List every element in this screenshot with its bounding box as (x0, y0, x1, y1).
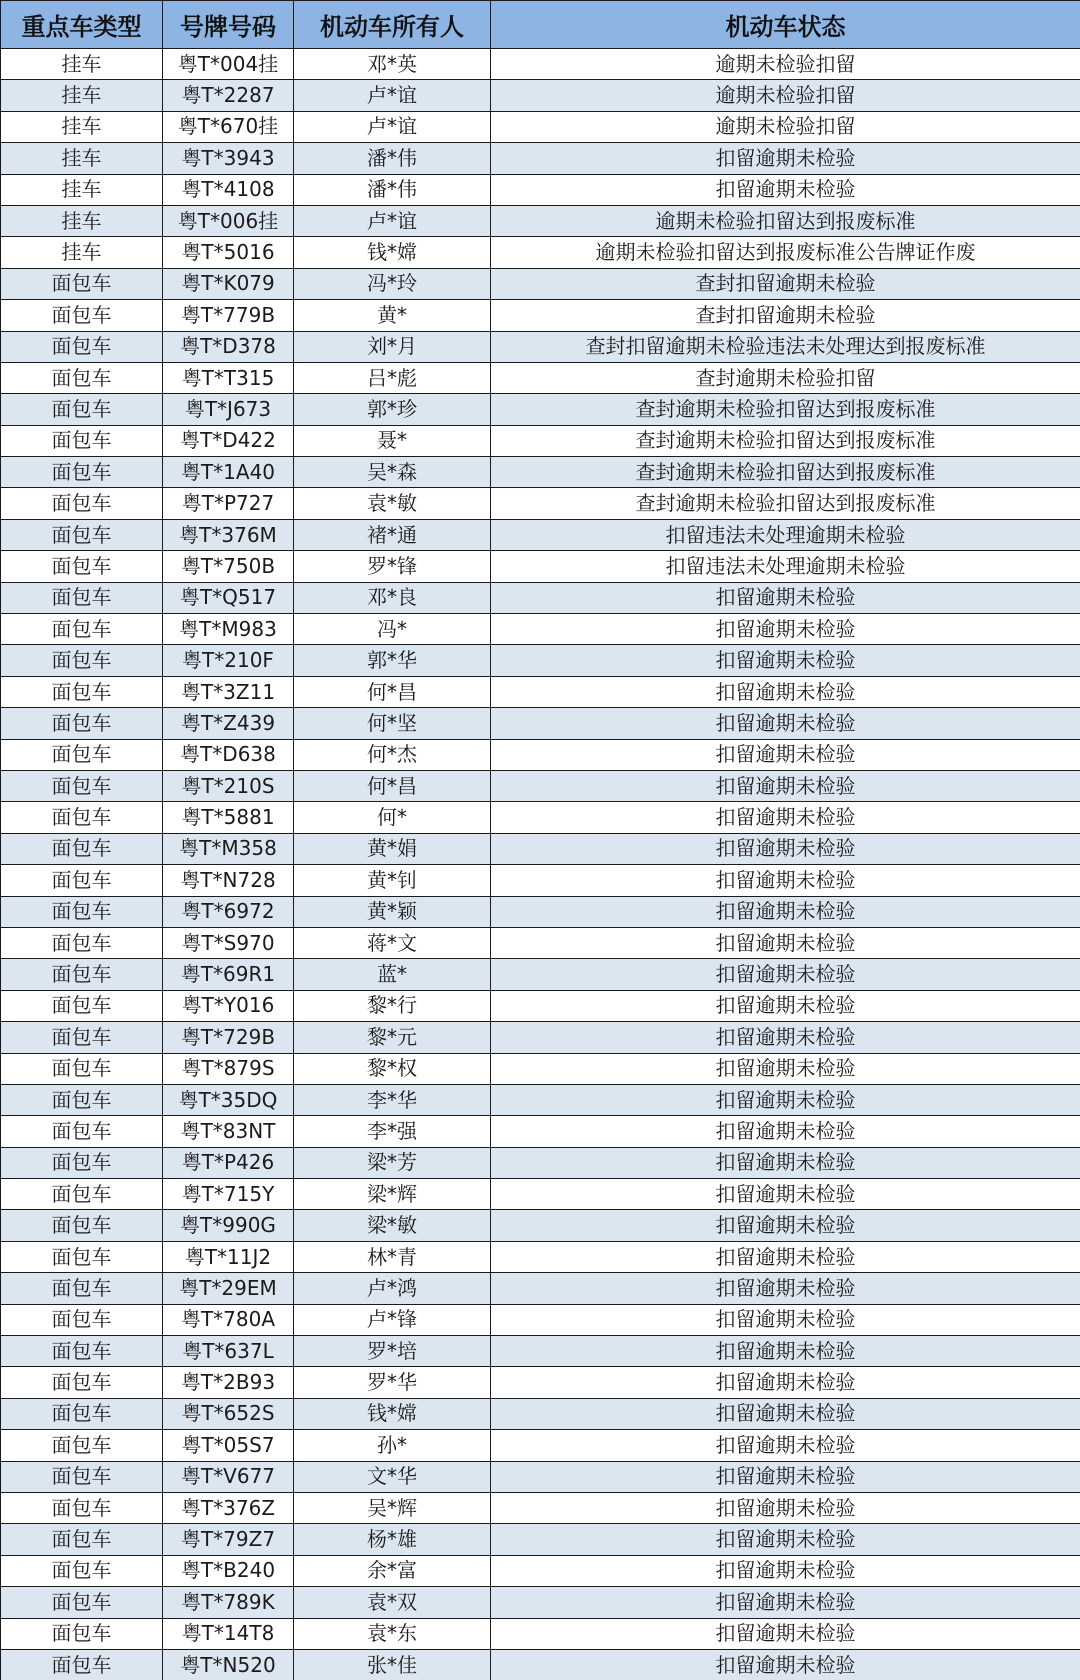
cell-vehicle-type: 面包车 (1, 1053, 163, 1084)
cell-plate-number: 粤T*715Y (163, 1179, 294, 1210)
cell-vehicle-type: 面包车 (1, 1618, 163, 1649)
cell-owner: 卢*鸿 (294, 1273, 491, 1304)
cell-vehicle-type: 面包车 (1, 896, 163, 927)
cell-plate-number: 粤T*3Z11 (163, 676, 294, 707)
cell-vehicle-type: 面包车 (1, 1179, 163, 1210)
cell-owner: 何*昌 (294, 676, 491, 707)
cell-owner: 冯*玲 (294, 268, 491, 299)
cell-vehicle-type: 面包车 (1, 1084, 163, 1115)
cell-vehicle-type: 面包车 (1, 1398, 163, 1429)
cell-vehicle-type: 挂车 (1, 111, 163, 142)
cell-owner: 邓*良 (294, 582, 491, 613)
cell-status: 查封扣留逾期未检验 (491, 300, 1080, 331)
cell-vehicle-type: 面包车 (1, 425, 163, 456)
cell-owner: 林*青 (294, 1241, 491, 1272)
cell-status: 扣留逾期未检验 (491, 1430, 1080, 1461)
cell-plate-number: 粤T*879S (163, 1053, 294, 1084)
cell-vehicle-type: 面包车 (1, 614, 163, 645)
cell-vehicle-type: 面包车 (1, 1524, 163, 1555)
cell-owner: 袁*东 (294, 1618, 491, 1649)
cell-plate-number: 粤T*2B93 (163, 1367, 294, 1398)
table-row (1, 457, 1080, 488)
cell-vehicle-type: 面包车 (1, 362, 163, 393)
table-row (1, 111, 1080, 142)
table-row (1, 300, 1080, 331)
cell-status: 扣留逾期未检验 (491, 1587, 1080, 1618)
cell-vehicle-type: 面包车 (1, 519, 163, 550)
cell-owner: 蓝* (294, 959, 491, 990)
cell-owner: 余*富 (294, 1555, 491, 1586)
table-row (1, 1084, 1080, 1115)
cell-vehicle-type: 面包车 (1, 1367, 163, 1398)
cell-vehicle-type: 面包车 (1, 990, 163, 1021)
table-row (1, 676, 1080, 707)
table-row (1, 833, 1080, 864)
cell-owner: 何*坚 (294, 708, 491, 739)
cell-vehicle-type: 面包车 (1, 1116, 163, 1147)
cell-owner: 梁*辉 (294, 1179, 491, 1210)
cell-plate-number: 粤T*376M (163, 519, 294, 550)
cell-status: 扣留逾期未检验 (491, 1147, 1080, 1178)
cell-vehicle-type: 面包车 (1, 770, 163, 801)
table-row (1, 425, 1080, 456)
table-row (1, 1179, 1080, 1210)
cell-owner: 黎*行 (294, 990, 491, 1021)
cell-status: 扣留逾期未检验 (491, 739, 1080, 770)
cell-plate-number: 粤T*670挂 (163, 111, 294, 142)
table-row (1, 739, 1080, 770)
cell-vehicle-type: 挂车 (1, 49, 163, 80)
cell-plate-number: 粤T*T315 (163, 362, 294, 393)
cell-status: 逾期未检验扣留 (491, 111, 1080, 142)
table-row (1, 770, 1080, 801)
cell-plate-number: 粤T*4108 (163, 174, 294, 205)
cell-status: 扣留逾期未检验 (491, 1304, 1080, 1335)
cell-vehicle-type: 面包车 (1, 833, 163, 864)
table-row (1, 551, 1080, 582)
cell-status: 扣留逾期未检验 (491, 927, 1080, 958)
table-row (1, 1618, 1080, 1649)
cell-owner: 李*华 (294, 1084, 491, 1115)
table-row (1, 143, 1080, 174)
cell-vehicle-type: 面包车 (1, 268, 163, 299)
cell-plate-number: 粤T*789K (163, 1587, 294, 1618)
cell-owner: 吕*彪 (294, 362, 491, 393)
cell-status: 扣留逾期未检验 (491, 1053, 1080, 1084)
cell-vehicle-type: 面包车 (1, 394, 163, 425)
cell-vehicle-type: 面包车 (1, 1210, 163, 1241)
table-body (1, 49, 1080, 1680)
cell-status: 扣留逾期未检验 (491, 1555, 1080, 1586)
cell-plate-number: 粤T*V677 (163, 1461, 294, 1492)
cell-status: 扣留逾期未检验 (491, 614, 1080, 645)
cell-status: 扣留逾期未检验 (491, 1179, 1080, 1210)
cell-plate-number: 粤T*69R1 (163, 959, 294, 990)
cell-status: 扣留逾期未检验 (491, 1116, 1080, 1147)
cell-status: 扣留逾期未检验 (491, 959, 1080, 990)
cell-status: 扣留逾期未检验 (491, 1273, 1080, 1304)
cell-owner: 罗*锋 (294, 551, 491, 582)
cell-status: 扣留违法未处理逾期未检验 (491, 551, 1080, 582)
cell-status: 扣留逾期未检验 (491, 865, 1080, 896)
table-row (1, 1304, 1080, 1335)
cell-status: 扣留逾期未检验 (491, 1367, 1080, 1398)
table-row (1, 1273, 1080, 1304)
table-row (1, 990, 1080, 1021)
cell-plate-number: 粤T*780A (163, 1304, 294, 1335)
cell-status: 查封逾期未检验扣留 (491, 362, 1080, 393)
cell-plate-number: 粤T*750B (163, 551, 294, 582)
cell-plate-number: 粤T*5881 (163, 802, 294, 833)
cell-status: 扣留逾期未检验 (491, 174, 1080, 205)
cell-plate-number: 粤T*B240 (163, 1555, 294, 1586)
cell-vehicle-type: 面包车 (1, 802, 163, 833)
cell-vehicle-type: 面包车 (1, 331, 163, 362)
cell-owner: 袁*双 (294, 1587, 491, 1618)
cell-owner: 刘*月 (294, 331, 491, 362)
cell-vehicle-type: 面包车 (1, 582, 163, 613)
cell-owner: 聂* (294, 425, 491, 456)
cell-plate-number: 粤T*5016 (163, 237, 294, 268)
cell-owner: 邓*英 (294, 49, 491, 80)
cell-status: 逾期未检验扣留 (491, 49, 1080, 80)
cell-status: 查封逾期未检验扣留达到报废标准 (491, 457, 1080, 488)
cell-plate-number: 粤T*652S (163, 1398, 294, 1429)
cell-status: 扣留逾期未检验 (491, 1336, 1080, 1367)
cell-status: 扣留逾期未检验 (491, 1084, 1080, 1115)
cell-plate-number: 粤T*3943 (163, 143, 294, 174)
cell-plate-number: 粤T*006挂 (163, 205, 294, 236)
cell-plate-number: 粤T*004挂 (163, 49, 294, 80)
cell-owner: 钱*嫦 (294, 237, 491, 268)
cell-vehicle-type: 面包车 (1, 1304, 163, 1335)
cell-vehicle-type: 面包车 (1, 1492, 163, 1523)
table-row (1, 174, 1080, 205)
cell-owner: 吴*辉 (294, 1492, 491, 1523)
table-row (1, 582, 1080, 613)
cell-plate-number: 粤T*P426 (163, 1147, 294, 1178)
table-row (1, 1210, 1080, 1241)
cell-status: 扣留逾期未检验 (491, 1461, 1080, 1492)
cell-status: 扣留违法未处理逾期未检验 (491, 519, 1080, 550)
cell-plate-number: 粤T*637L (163, 1336, 294, 1367)
cell-plate-number: 粤T*729B (163, 1022, 294, 1053)
cell-plate-number: 粤T*14T8 (163, 1618, 294, 1649)
cell-owner: 卢*谊 (294, 80, 491, 111)
cell-plate-number: 粤T*79Z7 (163, 1524, 294, 1555)
cell-owner: 文*华 (294, 1461, 491, 1492)
cell-status: 扣留逾期未检验 (491, 802, 1080, 833)
cell-owner: 孙* (294, 1430, 491, 1461)
table-row (1, 1524, 1080, 1555)
cell-status: 逾期未检验扣留达到报废标准公告牌证作废 (491, 237, 1080, 268)
table-row (1, 1147, 1080, 1178)
cell-owner: 张*佳 (294, 1649, 491, 1680)
cell-vehicle-type: 面包车 (1, 551, 163, 582)
cell-status: 扣留逾期未检验 (491, 1022, 1080, 1053)
table-row (1, 802, 1080, 833)
cell-vehicle-type: 面包车 (1, 1587, 163, 1618)
cell-status: 扣留逾期未检验 (491, 1618, 1080, 1649)
cell-status: 扣留逾期未检验 (491, 1210, 1080, 1241)
cell-vehicle-type: 挂车 (1, 143, 163, 174)
cell-status: 扣留逾期未检验 (491, 1492, 1080, 1523)
header-status: 机动车状态 (491, 1, 1080, 49)
cell-owner: 杨*雄 (294, 1524, 491, 1555)
table-row (1, 959, 1080, 990)
cell-owner: 潘*伟 (294, 174, 491, 205)
table-row (1, 1367, 1080, 1398)
cell-vehicle-type: 挂车 (1, 205, 163, 236)
cell-plate-number: 粤T*210S (163, 770, 294, 801)
table-row (1, 49, 1080, 80)
table-row (1, 1649, 1080, 1680)
cell-status: 逾期未检验扣留达到报废标准 (491, 205, 1080, 236)
cell-status: 扣留逾期未检验 (491, 1524, 1080, 1555)
header-plate-number: 号牌号码 (163, 1, 294, 49)
table-row (1, 1587, 1080, 1618)
cell-plate-number: 粤T*N520 (163, 1649, 294, 1680)
header-vehicle-type: 重点车类型 (1, 1, 163, 49)
table-row (1, 205, 1080, 236)
cell-plate-number: 粤T*M358 (163, 833, 294, 864)
cell-plate-number: 粤T*D422 (163, 425, 294, 456)
cell-status: 逾期未检验扣留 (491, 80, 1080, 111)
table-row (1, 394, 1080, 425)
table-row (1, 268, 1080, 299)
cell-status: 扣留逾期未检验 (491, 708, 1080, 739)
table-row (1, 1461, 1080, 1492)
table-row (1, 1492, 1080, 1523)
cell-vehicle-type: 面包车 (1, 1147, 163, 1178)
cell-plate-number: 粤T*2287 (163, 80, 294, 111)
cell-vehicle-type: 面包车 (1, 1336, 163, 1367)
cell-vehicle-type: 挂车 (1, 80, 163, 111)
cell-owner: 吴*森 (294, 457, 491, 488)
cell-plate-number: 粤T*Q517 (163, 582, 294, 613)
cell-vehicle-type: 面包车 (1, 1461, 163, 1492)
cell-plate-number: 粤T*P727 (163, 488, 294, 519)
cell-plate-number: 粤T*M983 (163, 614, 294, 645)
table-header (1, 1, 1080, 49)
cell-plate-number: 粤T*210F (163, 645, 294, 676)
cell-plate-number: 粤T*376Z (163, 1492, 294, 1523)
table-row (1, 708, 1080, 739)
cell-plate-number: 粤T*J673 (163, 394, 294, 425)
cell-plate-number: 粤T*83NT (163, 1116, 294, 1147)
cell-plate-number: 粤T*1A40 (163, 457, 294, 488)
cell-owner: 何*杰 (294, 739, 491, 770)
cell-plate-number: 粤T*Y016 (163, 990, 294, 1021)
cell-owner: 黄* (294, 300, 491, 331)
table-row (1, 1555, 1080, 1586)
table-row (1, 1336, 1080, 1367)
cell-vehicle-type: 挂车 (1, 174, 163, 205)
table-row (1, 1053, 1080, 1084)
cell-owner: 梁*敏 (294, 1210, 491, 1241)
cell-vehicle-type: 面包车 (1, 488, 163, 519)
cell-owner: 卢*锋 (294, 1304, 491, 1335)
cell-vehicle-type: 面包车 (1, 300, 163, 331)
table-row (1, 896, 1080, 927)
cell-status: 扣留逾期未检验 (491, 1649, 1080, 1680)
table-row (1, 519, 1080, 550)
cell-vehicle-type: 面包车 (1, 959, 163, 990)
cell-owner: 卢*谊 (294, 111, 491, 142)
cell-vehicle-type: 面包车 (1, 865, 163, 896)
cell-vehicle-type: 面包车 (1, 1555, 163, 1586)
cell-owner: 黎*权 (294, 1053, 491, 1084)
cell-vehicle-type: 面包车 (1, 676, 163, 707)
cell-status: 扣留逾期未检验 (491, 582, 1080, 613)
cell-status: 扣留逾期未检验 (491, 990, 1080, 1021)
cell-status: 查封逾期未检验扣留达到报废标准 (491, 488, 1080, 519)
cell-vehicle-type: 面包车 (1, 1022, 163, 1053)
cell-vehicle-type: 面包车 (1, 1241, 163, 1272)
header-row (1, 1, 1080, 49)
cell-plate-number: 粤T*05S7 (163, 1430, 294, 1461)
cell-plate-number: 粤T*N728 (163, 865, 294, 896)
table-row (1, 237, 1080, 268)
table-row (1, 614, 1080, 645)
table-row (1, 362, 1080, 393)
cell-status: 查封逾期未检验扣留达到报废标准 (491, 394, 1080, 425)
cell-status: 扣留逾期未检验 (491, 1398, 1080, 1429)
cell-plate-number: 粤T*D378 (163, 331, 294, 362)
cell-owner: 梁*芳 (294, 1147, 491, 1178)
cell-plate-number: 粤T*990G (163, 1210, 294, 1241)
table-row (1, 927, 1080, 958)
cell-owner: 冯* (294, 614, 491, 645)
cell-status: 扣留逾期未检验 (491, 1241, 1080, 1272)
cell-status: 扣留逾期未检验 (491, 676, 1080, 707)
cell-owner: 何*昌 (294, 770, 491, 801)
table-row (1, 80, 1080, 111)
cell-plate-number: 粤T*11J2 (163, 1241, 294, 1272)
cell-status: 扣留逾期未检验 (491, 645, 1080, 676)
cell-owner: 卢*谊 (294, 205, 491, 236)
cell-vehicle-type: 面包车 (1, 708, 163, 739)
cell-owner: 罗*华 (294, 1367, 491, 1398)
cell-status: 扣留逾期未检验 (491, 896, 1080, 927)
cell-owner: 黄*钊 (294, 865, 491, 896)
cell-vehicle-type: 面包车 (1, 739, 163, 770)
cell-owner: 黎*元 (294, 1022, 491, 1053)
cell-owner: 钱*嫦 (294, 1398, 491, 1429)
cell-owner: 李*强 (294, 1116, 491, 1147)
table-row (1, 645, 1080, 676)
cell-status: 查封逾期未检验扣留达到报废标准 (491, 425, 1080, 456)
cell-plate-number: 粤T*35DQ (163, 1084, 294, 1115)
cell-plate-number: 粤T*779B (163, 300, 294, 331)
table-row (1, 331, 1080, 362)
cell-plate-number: 粤T*D638 (163, 739, 294, 770)
cell-status: 扣留逾期未检验 (491, 143, 1080, 174)
cell-plate-number: 粤T*6972 (163, 896, 294, 927)
cell-owner: 何* (294, 802, 491, 833)
cell-vehicle-type: 面包车 (1, 1649, 163, 1680)
cell-owner: 蒋*文 (294, 927, 491, 958)
cell-plate-number: 粤T*29EM (163, 1273, 294, 1304)
cell-owner: 郭*珍 (294, 394, 491, 425)
cell-owner: 黄*娟 (294, 833, 491, 864)
cell-owner: 袁*敏 (294, 488, 491, 519)
cell-vehicle-type: 面包车 (1, 457, 163, 488)
cell-status: 查封扣留逾期未检验 (491, 268, 1080, 299)
cell-vehicle-type: 面包车 (1, 645, 163, 676)
cell-owner: 黄*颖 (294, 896, 491, 927)
cell-vehicle-type: 面包车 (1, 1273, 163, 1304)
cell-plate-number: 粤T*S970 (163, 927, 294, 958)
cell-owner: 罗*培 (294, 1336, 491, 1367)
header-owner: 机动车所有人 (294, 1, 491, 49)
cell-vehicle-type: 挂车 (1, 237, 163, 268)
cell-plate-number: 粤T*Z439 (163, 708, 294, 739)
table-row (1, 1241, 1080, 1272)
table-row (1, 1398, 1080, 1429)
cell-status: 查封扣留逾期未检验违法未处理达到报废标准 (491, 331, 1080, 362)
cell-owner: 郭*华 (294, 645, 491, 676)
table-row (1, 1116, 1080, 1147)
table-row (1, 1022, 1080, 1053)
cell-vehicle-type: 面包车 (1, 1430, 163, 1461)
cell-owner: 潘*伟 (294, 143, 491, 174)
cell-status: 扣留逾期未检验 (491, 770, 1080, 801)
cell-plate-number: 粤T*K079 (163, 268, 294, 299)
table-row (1, 865, 1080, 896)
cell-vehicle-type: 面包车 (1, 927, 163, 958)
table-row (1, 1430, 1080, 1461)
table-row (1, 488, 1080, 519)
cell-owner: 褚*通 (294, 519, 491, 550)
cell-status: 扣留逾期未检验 (491, 833, 1080, 864)
